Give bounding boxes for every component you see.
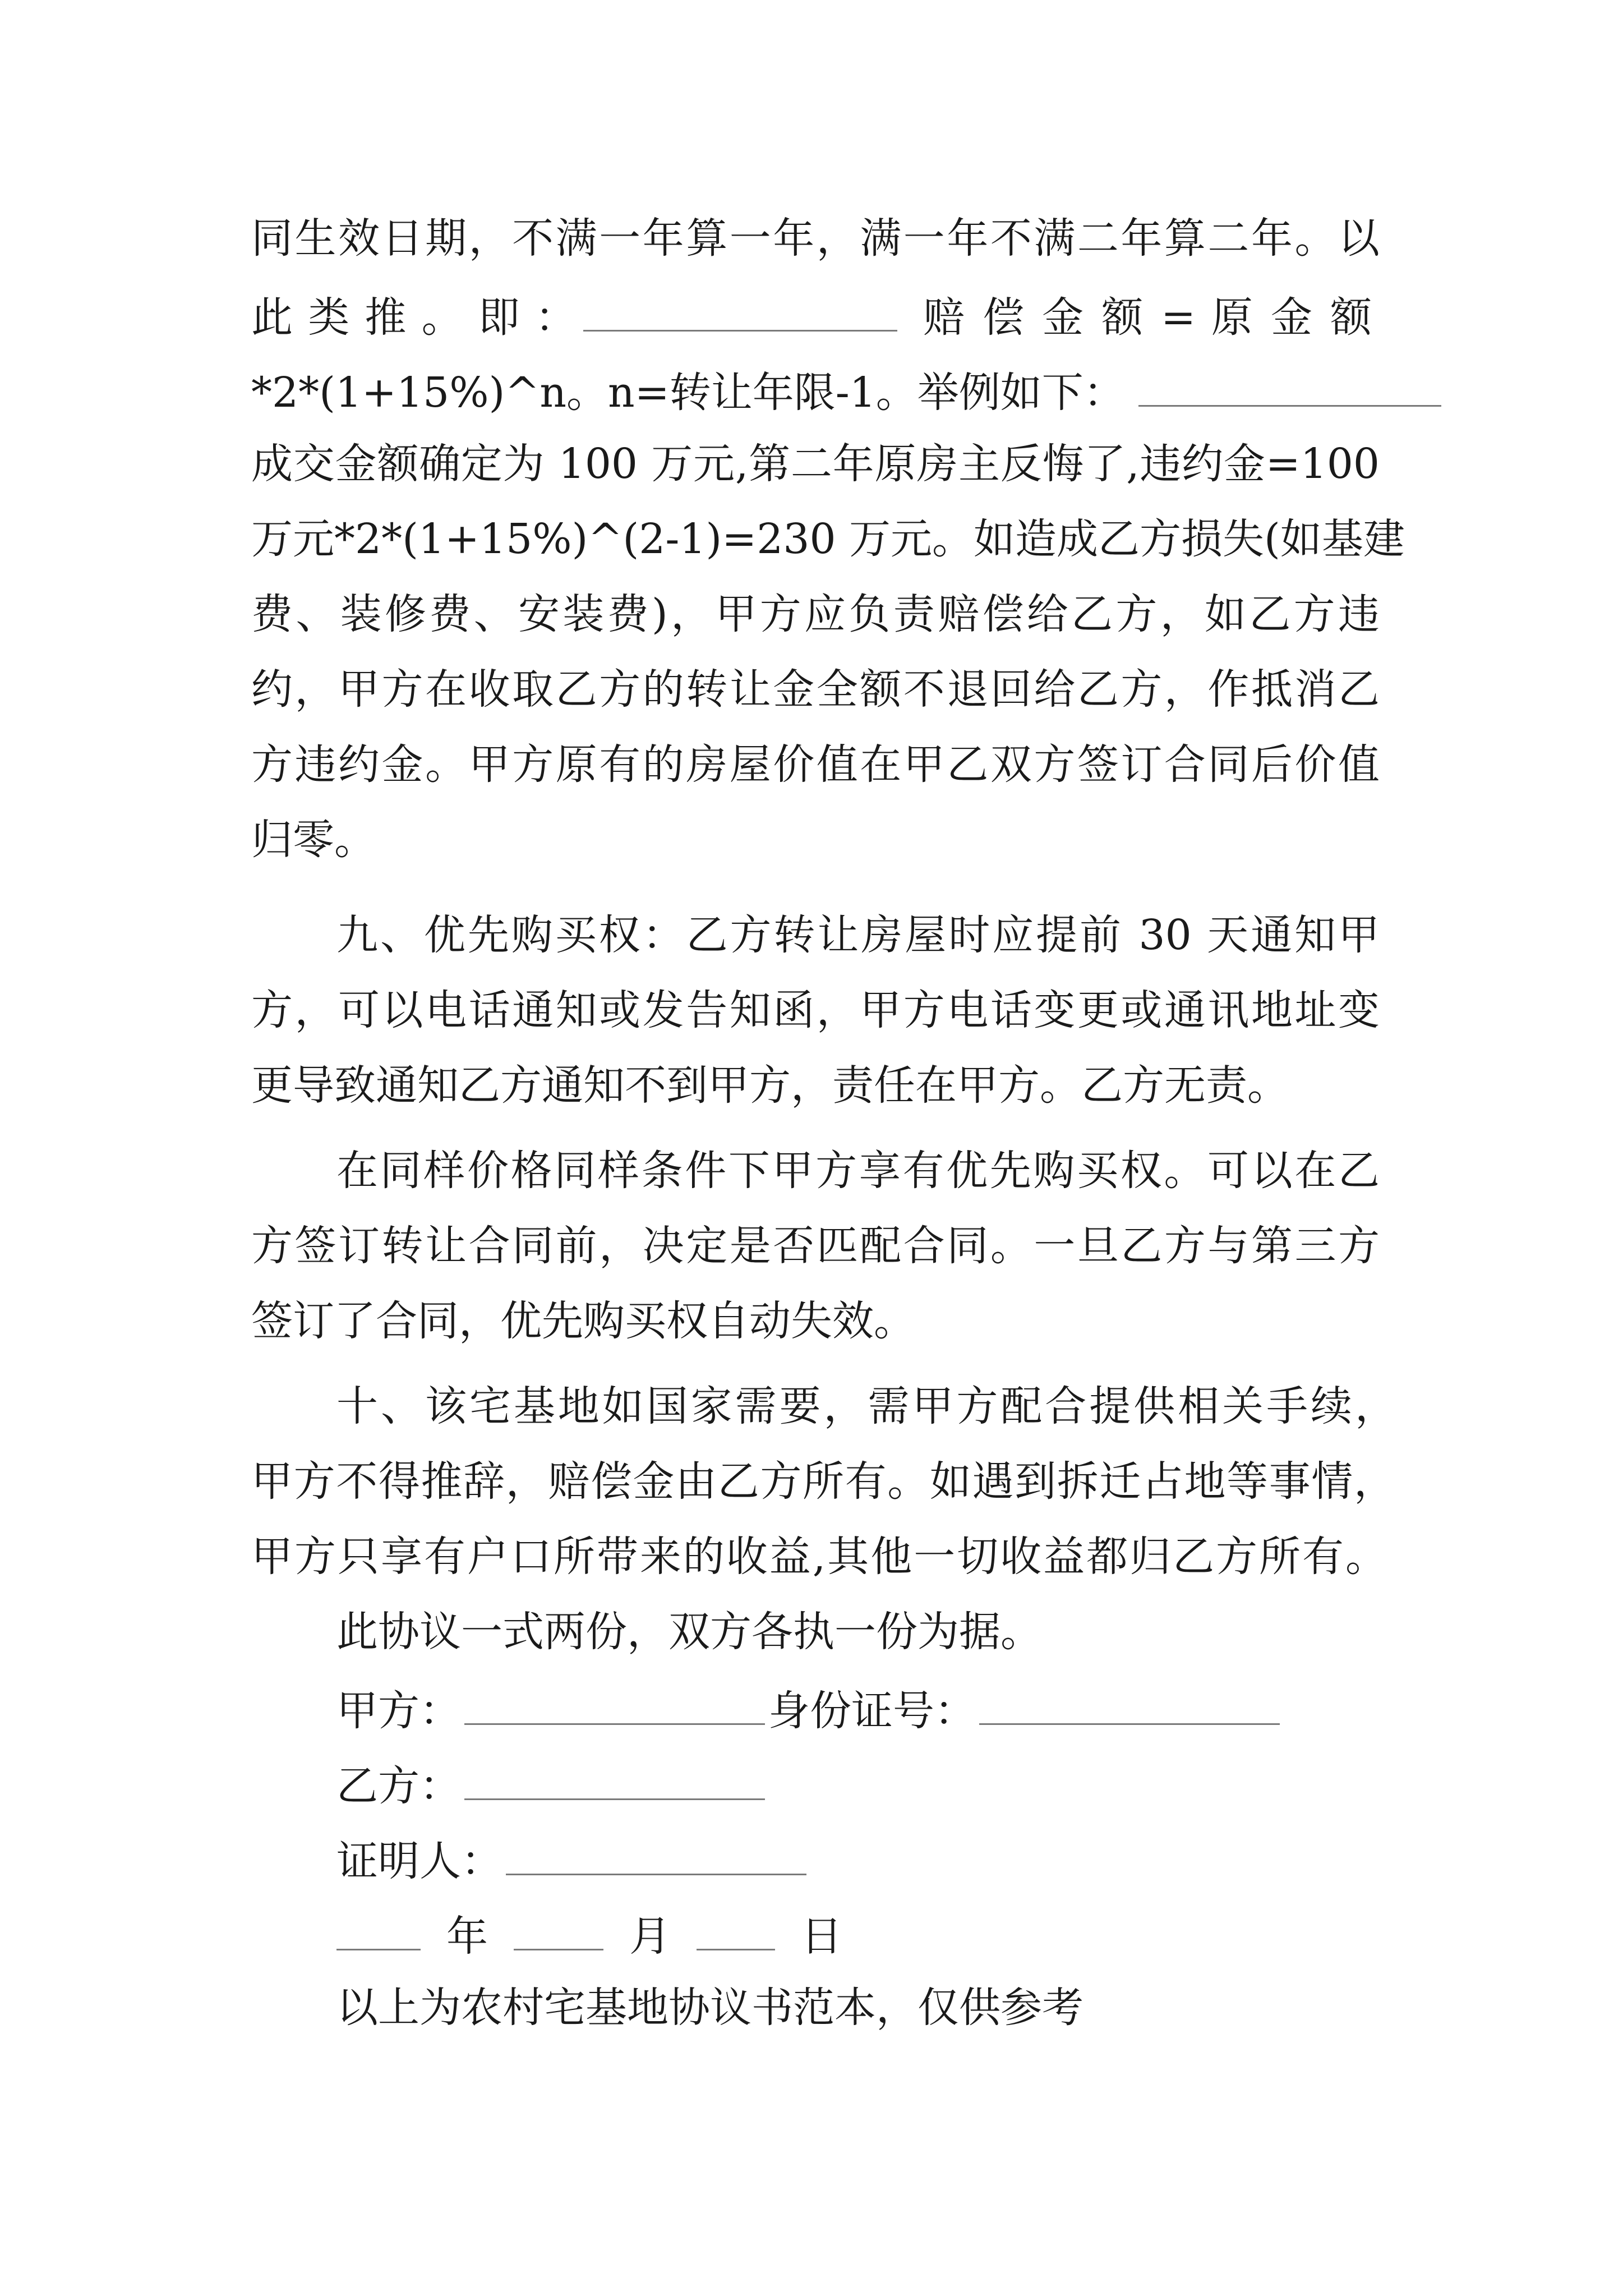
- day-unit: 日: [801, 1912, 842, 1961]
- witness-label: 证明人：: [336, 1837, 502, 1885]
- fill-blank[interactable]: [1138, 368, 1441, 407]
- text-line: 方签订转让合同前，决定是否匹配合同。一旦乙方与第三方: [251, 1222, 1380, 1270]
- witness-signature-line: [336, 1837, 810, 1885]
- party-a-name-field[interactable]: [464, 1686, 765, 1725]
- text-line: 十、该宅基地如国家需要，需甲方配合提供相关手续，: [336, 1382, 1396, 1430]
- date-line: [336, 1912, 868, 1961]
- text-line: 甲方只享有户口所带来的收益,其他一切收益都归乙方所有。: [251, 1533, 1387, 1581]
- footer-note: 以上为农村宅基地协议书范本，仅供参考: [336, 1984, 1083, 2032]
- text-line: 签订了合同，优先购买权自动失效。: [251, 1297, 915, 1345]
- id-number-label: 身份证号：: [768, 1687, 976, 1735]
- party-b-label: 乙方：: [336, 1762, 461, 1810]
- text-line: 同生效日期，不满一年算一年，满一年不满二年算二年。以: [251, 214, 1380, 263]
- text-line: 更导致通知乙方通知不到甲方，责任在甲方。乙方无责。: [251, 1061, 1289, 1110]
- text-line: 方，可以电话通知或发告知函，甲方电话变更或通讯地址变: [251, 986, 1380, 1034]
- text-line: 方违约金。甲方原有的房屋价值在甲乙双方签订合同后价值: [251, 740, 1380, 789]
- month-field[interactable]: [514, 1912, 603, 1950]
- text-line: 费、装修费、安装费)，甲方应负责赔偿给乙方，如乙方违: [251, 590, 1380, 638]
- year-field[interactable]: [336, 1912, 421, 1950]
- id-number-field[interactable]: [979, 1686, 1280, 1725]
- witness-name-field[interactable]: [506, 1837, 806, 1875]
- month-unit: 月: [629, 1912, 671, 1961]
- party-b-signature-line: [336, 1761, 768, 1810]
- party-a-signature-line: [336, 1686, 1283, 1735]
- text-line: 归零。: [251, 816, 376, 864]
- text-line: 在同样价格同样条件下甲方享有优先购买权。可以在乙: [336, 1147, 1380, 1195]
- year-unit: 年: [446, 1912, 488, 1961]
- day-field[interactable]: [697, 1912, 775, 1950]
- text-line: 九、优先购买权：乙方转让房屋时应提前 30 天通知甲: [336, 911, 1380, 959]
- text-segment: 此 类 推 。 即 ：: [251, 293, 577, 342]
- fill-blank[interactable]: [583, 293, 897, 332]
- text-segment: 赔 偿 金 额 = 原 金 额: [923, 293, 1372, 342]
- text-line-with-blank: [251, 293, 1380, 342]
- text-segment: *2*(1+15%)^n。n=转让年限-1。举例如下：: [251, 369, 1125, 417]
- party-b-name-field[interactable]: [464, 1761, 765, 1800]
- text-line-with-blank: [251, 368, 1445, 417]
- text-line: 约，甲方在收取乙方的转让金全额不退回给乙方，作抵消乙: [251, 665, 1380, 714]
- party-a-label: 甲方：: [336, 1687, 461, 1735]
- text-line: 甲方不得推辞，赔偿金由乙方所有。如遇到拆迁占地等事情，: [251, 1457, 1395, 1506]
- copies-note: 此协议一式两份，双方各执一份为据。: [336, 1608, 1042, 1656]
- text-line: 成交金额确定为 100 万元,第二年原房主反悔了,违约金=100: [251, 440, 1380, 488]
- text-line: 万元*2*(1+15%)^(2-1)=230 万元。如造成乙方损失(如基建: [251, 515, 1405, 563]
